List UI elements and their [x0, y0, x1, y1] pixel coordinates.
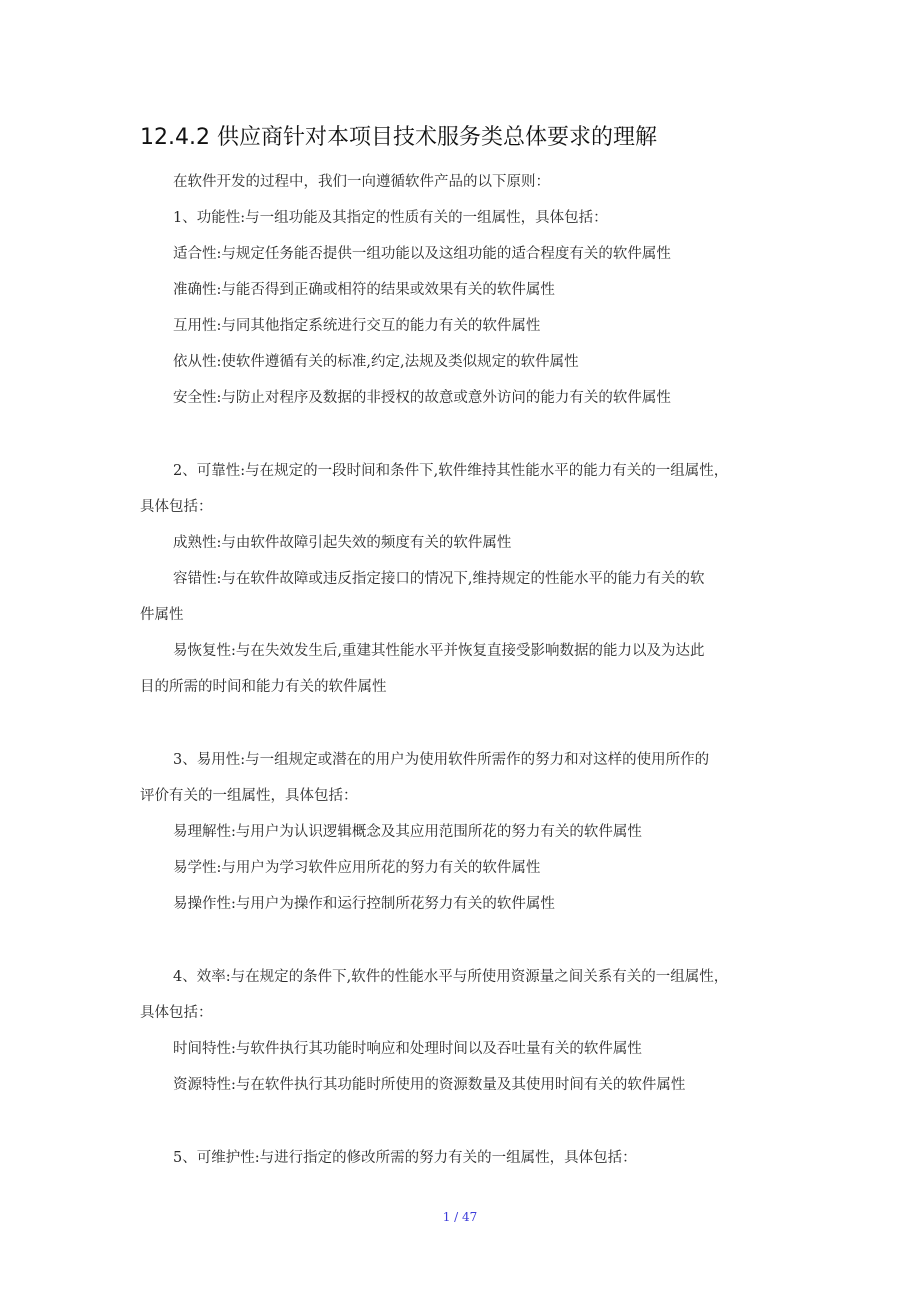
section-3-title-cont: 评价有关的一组属性，具体包括：	[140, 788, 358, 804]
section-5-title: 5、可维护性:与进行指定的修改所需的努力有关的一组属性，具体包括：	[173, 1150, 637, 1166]
section-2-item-fault-tolerance-cont: 件属性	[140, 607, 184, 623]
section-3-item-operability: 易操作性:与用户为操作和运行控制所花努力有关的软件属性	[173, 896, 555, 912]
section-2-title-cont: 具体包括：	[140, 499, 213, 515]
section-1-item-accuracy: 准确性:与能否得到正确或相符的结果或效果有关的软件属性	[173, 282, 555, 298]
section-heading: 12.4.2 供应商针对本项目技术服务类总体要求的理解	[140, 125, 657, 150]
section-2-item-recoverability: 易恢复性:与在失效发生后,重建其性能水平并恢复直接受影响数据的能力以及为达此	[173, 643, 705, 659]
page-indicator: 1 / 47	[442, 1210, 478, 1224]
section-3-item-learnability: 易学性:与用户为学习软件应用所花的努力有关的软件属性	[173, 860, 541, 876]
section-4-title-cont: 具体包括：	[140, 1005, 213, 1021]
section-4-title: 4、效率:与在规定的条件下,软件的性能水平与所使用资源量之间关系有关的一组属性，	[173, 969, 729, 985]
section-1-item-compliance: 依从性:使软件遵循有关的标准,约定,法规及类似规定的软件属性	[173, 354, 579, 370]
section-1-item-security: 安全性:与防止对程序及数据的非授权的故意或意外访问的能力有关的软件属性	[173, 390, 671, 406]
section-3-title: 3、易用性:与一组规定或潜在的用户为使用软件所需作的努力和对这样的使用所作的	[173, 752, 710, 768]
section-1-item-suitability: 适合性:与规定任务能否提供一组功能以及这组功能的适合程度有关的软件属性	[173, 246, 671, 262]
section-2-item-maturity: 成熟性:与由软件故障引起失效的频度有关的软件属性	[173, 535, 512, 551]
section-3-item-understandability: 易理解性:与用户为认识逻辑概念及其应用范围所花的努力有关的软件属性	[173, 824, 642, 840]
section-1-item-interoperability: 互用性:与同其他指定系统进行交互的能力有关的软件属性	[173, 318, 541, 334]
section-2-title: 2、可靠性:与在规定的一段时间和条件下,软件维持其性能水平的能力有关的一组属性，	[173, 463, 729, 479]
section-4-item-time-behaviour: 时间特性:与软件执行其功能时响应和处理时间以及吞吐量有关的软件属性	[173, 1041, 642, 1057]
intro-text: 在软件开发的过程中，我们一向遵循软件产品的以下原则：	[173, 174, 550, 190]
section-2-item-fault-tolerance: 容错性:与在软件故障或违反指定接口的情况下,维持规定的性能水平的能力有关的软	[173, 571, 705, 587]
section-4-item-resource-behaviour: 资源特性:与在软件执行其功能时所使用的资源数量及其使用时间有关的软件属性	[173, 1077, 686, 1093]
section-1-title: 1、功能性:与一组功能及其指定的性质有关的一组属性，具体包括：	[173, 210, 608, 226]
section-2-item-recoverability-cont: 目的所需的时间和能力有关的软件属性	[140, 679, 387, 695]
